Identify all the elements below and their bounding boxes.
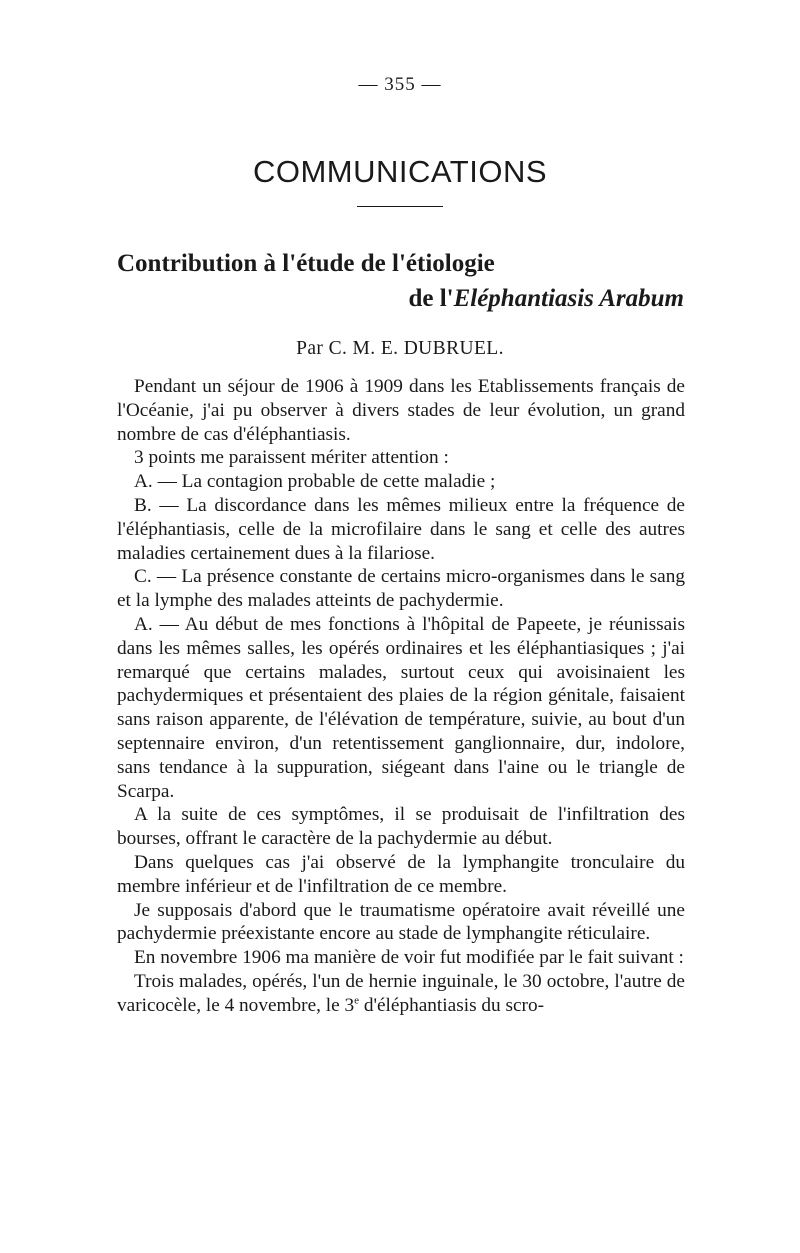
paragraph-last <box>117 970 685 1018</box>
paragraph: A la suite de ces symptômes, il se produisait de l'infiltration des bourses, offrant le caractère de la pachydermie au début. <box>117 804 685 850</box>
article-title-line-1: Contribution à l'étude de l'étiologie <box>117 250 495 277</box>
title-prefix: de l' <box>408 285 454 312</box>
article-body <box>117 375 685 1018</box>
paragraph: Je supposais d'abord que le traumatisme opératoire avait réveillé une pachydermie préexistante encore au stade de lymphangite réticulaire. <box>117 899 685 945</box>
paragraph: 3 points me paraissent mériter attention : <box>134 447 449 469</box>
page-number: — 355 — <box>358 74 442 95</box>
paragraph: C. — La présence constante de certains micro-organismes dans le sang et la lymphe des malades atteints de pachydermie. <box>117 566 685 612</box>
paragraph: A. — La contagion probable de cette maladie ; <box>134 471 496 493</box>
paragraph: B. — La discordance dans les mêmes milieux entre la fréquence de l'éléphantiasis, celle de la microfilaire dans le sang et celle des autres maladies certainement dues à la filariose. <box>117 494 685 564</box>
paragraph: Pendant un séjour de 1906 à 1909 dans les Etablissements français de l'Océanie, j'ai pu observer à divers stades de leur évolution, un grand nombre de cas d'éléphantiasis. <box>117 376 685 445</box>
article-author: Par C. M. E. DUBRUEL. <box>296 338 504 359</box>
paragraph-text: Trois malades, opérés, l'un de hernie inguinale, le 30 octobre, l'autre de varicocèle, le 4 novembre, le 3 <box>117 970 685 1016</box>
paragraph: Dans quelques cas j'ai observé de la lymphangite tronculaire du membre inférieur et de l'infiltration de ce membre. <box>117 851 685 897</box>
paragraph: A. — Au début de mes fonctions à l'hôpital de Papeete, je réunissais dans les mêmes salles, les opérés ordinaires et les éléphantiasiques ; j'ai remarqué que certains malades, surtout ceux qui avoisinaient les pachydermiques et présentaient des plaies de la région génitale, faisaient sans raison apparente, de l'élévation de température, suivie, au bout d'un septennaire environ, d'un retentissement ganglionnaire, dur, indolore, sans tendance à la suppuration, siégeant dans l'aine ou le triangle de Scarpa. <box>117 613 685 802</box>
title-italic: Eléphantiasis Arabum <box>453 285 684 312</box>
ordinal-superscript: e <box>354 994 360 1007</box>
paragraph: En novembre 1906 ma manière de voir fut modifiée par le fait suivant : <box>134 947 684 969</box>
paragraph-text: d'éléphantiasis du scro- <box>359 994 545 1016</box>
heading-rule <box>357 206 443 207</box>
article-title-line-2 <box>408 285 684 313</box>
section-heading: COMMUNICATIONS <box>252 154 548 189</box>
